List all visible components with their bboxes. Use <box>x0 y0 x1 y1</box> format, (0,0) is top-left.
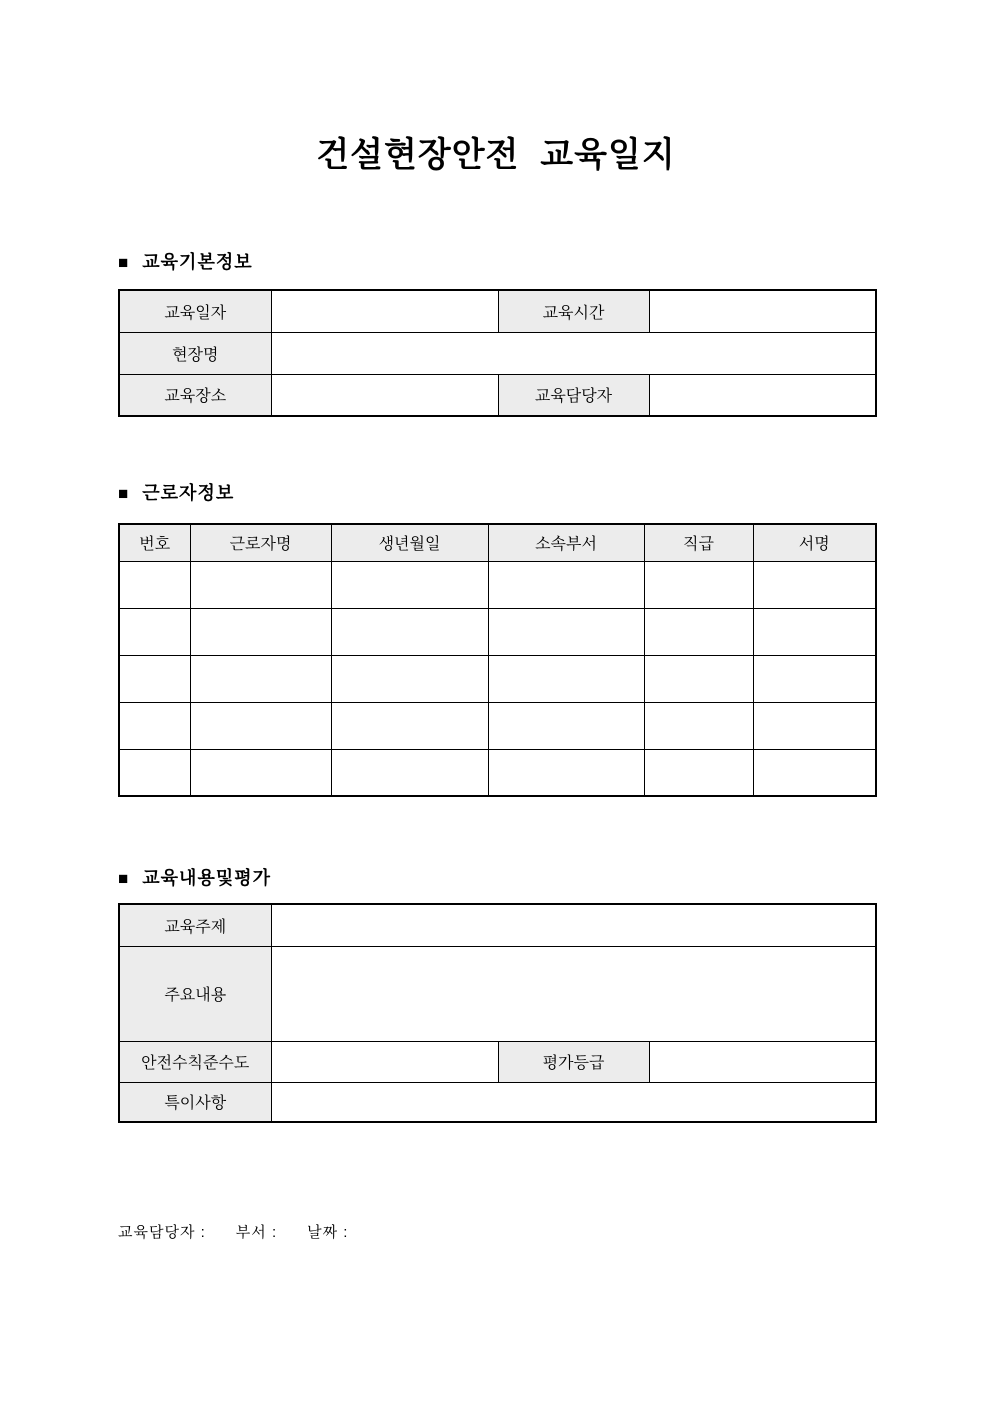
table-row <box>119 946 876 1041</box>
worker-col-position: 직급 <box>644 524 753 561</box>
worker-row <box>119 702 876 749</box>
table-row <box>119 904 876 946</box>
worker-position-cell[interactable] <box>644 749 753 796</box>
section-heading-worker-info-label: 근로자정보 <box>142 483 235 503</box>
worker-name-cell[interactable] <box>190 702 331 749</box>
education-manager-label: 교육담당자 <box>498 374 649 416</box>
section-bullet-icon: ■ <box>118 252 130 272</box>
education-time-field[interactable] <box>649 290 876 332</box>
main-content-label: 주요내용 <box>119 946 271 1041</box>
site-name-label: 현장명 <box>119 332 271 374</box>
section-bullet-icon: ■ <box>118 868 130 888</box>
worker-col-department: 소속부서 <box>488 524 644 561</box>
table-row <box>119 332 876 374</box>
table-row <box>119 1041 876 1082</box>
worker-signature-cell[interactable] <box>753 561 876 608</box>
education-place-label: 교육장소 <box>119 374 271 416</box>
worker-row <box>119 608 876 655</box>
worker-signature-cell[interactable] <box>753 655 876 702</box>
worker-name-cell[interactable] <box>190 608 331 655</box>
worker-position-cell[interactable] <box>644 702 753 749</box>
worker-col-signature: 서명 <box>753 524 876 561</box>
education-date-label: 교육일자 <box>119 290 271 332</box>
special-notes-label: 특이사항 <box>119 1082 271 1122</box>
section-heading-content-evaluation <box>118 866 271 890</box>
worker-number-cell[interactable] <box>119 655 190 702</box>
worker-birthdate-cell[interactable] <box>331 749 488 796</box>
footer-date-label: 날짜 : <box>307 1224 349 1241</box>
worker-col-name: 근로자명 <box>190 524 331 561</box>
footer-manager-label: 교육담당자 : <box>118 1224 206 1241</box>
worker-row <box>119 655 876 702</box>
worker-birthdate-cell[interactable] <box>331 608 488 655</box>
worker-birthdate-cell[interactable] <box>331 655 488 702</box>
education-manager-field[interactable] <box>649 374 876 416</box>
worker-table-header-row <box>119 524 876 561</box>
worker-name-cell[interactable] <box>190 561 331 608</box>
section-heading-basic-info <box>118 250 253 274</box>
section-heading-content-evaluation-label: 교육내용및평가 <box>142 868 271 888</box>
document-title: 건설현장안전 교육일지 <box>316 136 676 174</box>
worker-birthdate-cell[interactable] <box>331 561 488 608</box>
content-evaluation-table <box>118 903 877 1123</box>
worker-position-cell[interactable] <box>644 655 753 702</box>
worker-row <box>119 749 876 796</box>
worker-department-cell[interactable] <box>488 655 644 702</box>
worker-col-number: 번호 <box>119 524 190 561</box>
worker-department-cell[interactable] <box>488 561 644 608</box>
worker-signature-cell[interactable] <box>753 608 876 655</box>
worker-name-cell[interactable] <box>190 749 331 796</box>
education-place-field[interactable] <box>271 374 498 416</box>
education-topic-field[interactable] <box>271 904 876 946</box>
section-heading-worker-info <box>118 481 234 505</box>
table-row <box>119 290 876 332</box>
worker-number-cell[interactable] <box>119 608 190 655</box>
worker-signature-cell[interactable] <box>753 749 876 796</box>
special-notes-field[interactable] <box>271 1082 876 1122</box>
worker-department-cell[interactable] <box>488 608 644 655</box>
worker-number-cell[interactable] <box>119 561 190 608</box>
main-content-field[interactable] <box>271 946 876 1041</box>
safety-compliance-field[interactable] <box>271 1041 498 1082</box>
worker-name-cell[interactable] <box>190 655 331 702</box>
section-heading-basic-info-label: 교육기본정보 <box>142 252 253 272</box>
worker-col-birthdate: 생년월일 <box>331 524 488 561</box>
table-row <box>119 374 876 416</box>
worker-info-table <box>118 523 877 797</box>
worker-birthdate-cell[interactable] <box>331 702 488 749</box>
worker-signature-cell[interactable] <box>753 702 876 749</box>
section-bullet-icon: ■ <box>118 483 130 503</box>
table-row <box>119 1082 876 1122</box>
evaluation-grade-label: 평가등급 <box>498 1041 649 1082</box>
evaluation-grade-field[interactable] <box>649 1041 876 1082</box>
site-name-field[interactable] <box>271 332 876 374</box>
worker-department-cell[interactable] <box>488 749 644 796</box>
footer-signature-line <box>118 1222 348 1244</box>
education-date-field[interactable] <box>271 290 498 332</box>
worker-position-cell[interactable] <box>644 561 753 608</box>
education-topic-label: 교육주제 <box>119 904 271 946</box>
basic-info-table <box>118 289 877 417</box>
worker-row <box>119 561 876 608</box>
worker-position-cell[interactable] <box>644 608 753 655</box>
worker-number-cell[interactable] <box>119 749 190 796</box>
education-time-label: 교육시간 <box>498 290 649 332</box>
worker-number-cell[interactable] <box>119 702 190 749</box>
worker-department-cell[interactable] <box>488 702 644 749</box>
safety-compliance-label: 안전수칙준수도 <box>119 1041 271 1082</box>
footer-department-label: 부서 : <box>235 1224 278 1241</box>
